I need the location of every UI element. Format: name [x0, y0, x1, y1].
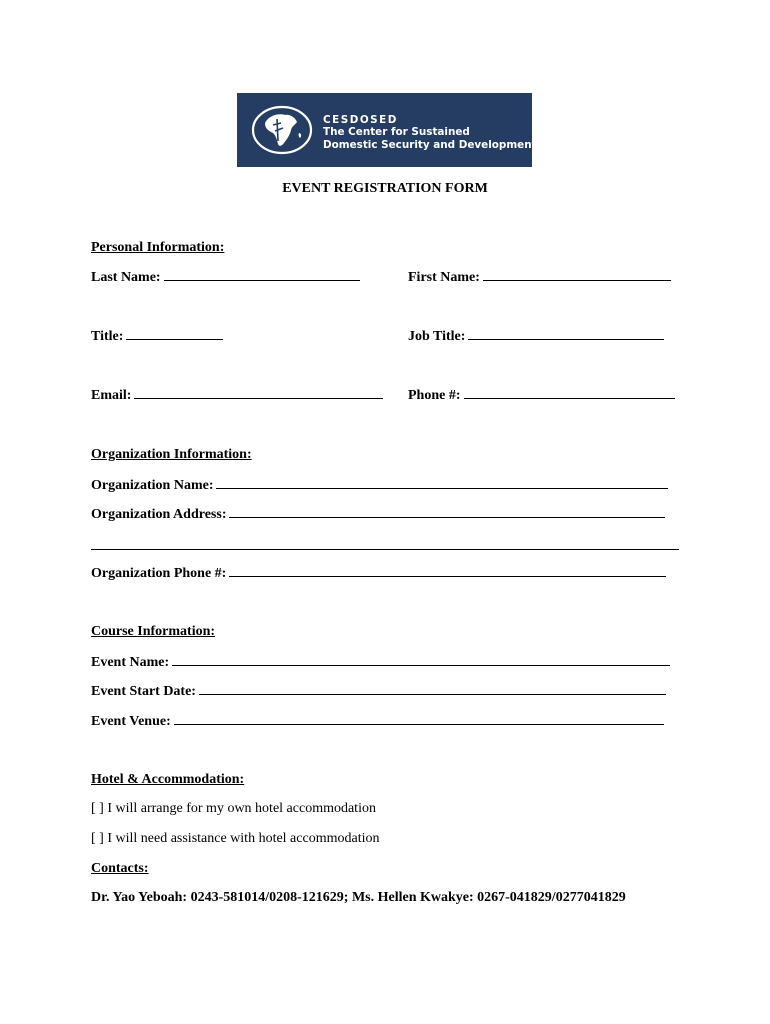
cesdosed-logo: [237, 93, 537, 167]
email-field[interactable]: [91, 387, 383, 404]
hotel-option-assistance[interactable]: [ ] I will need assistance with hotel accommodation: [91, 831, 380, 846]
phone-field[interactable]: [408, 387, 675, 404]
logo-line-1: The Center for Sustained: [323, 126, 470, 139]
event-name-line[interactable]: [172, 654, 670, 666]
event-start-date-line[interactable]: [199, 683, 666, 695]
event-start-date-field[interactable]: [91, 683, 666, 700]
personal-info-heading: Personal Information:: [91, 240, 225, 255]
job-title-label: Job Title:: [408, 329, 466, 344]
last-name-label: Last Name:: [91, 270, 161, 285]
form-title: EVENT REGISTRATION FORM: [282, 181, 488, 196]
contacts-text: Dr. Yao Yeboah: 0243-581014/0208-121629; Ms. Hellen Kwakye: 0267-041829/0277041829: [91, 890, 626, 905]
job-title-line[interactable]: [468, 328, 664, 340]
last-name-line[interactable]: [164, 269, 360, 281]
organization-name-field[interactable]: [91, 477, 668, 494]
first-name-line[interactable]: [483, 269, 671, 281]
email-line[interactable]: [134, 387, 383, 399]
event-venue-label: Event Venue:: [91, 714, 171, 729]
hotel-heading: Hotel & Accommodation:: [91, 772, 245, 787]
hotel-option-own[interactable]: [ ] I will arrange for my own hotel accommodation: [91, 801, 376, 816]
title-line[interactable]: [126, 328, 223, 340]
logo-acronym: CESDOSED: [323, 114, 398, 126]
first-name-label: First Name:: [408, 270, 480, 285]
organization-phone-line[interactable]: [229, 565, 666, 577]
organization-info-heading: Organization Information:: [91, 447, 252, 462]
contacts-heading: Contacts:: [91, 861, 149, 876]
phone-label: Phone #:: [408, 388, 461, 403]
organization-address-field[interactable]: [91, 506, 665, 523]
course-info-heading: Course Information:: [91, 624, 216, 639]
organization-address-line-2[interactable]: [91, 549, 679, 550]
event-venue-line[interactable]: [174, 713, 664, 725]
organization-name-label: Organization Name:: [91, 478, 214, 493]
event-name-field[interactable]: [91, 654, 670, 671]
organization-phone-field[interactable]: [91, 565, 666, 582]
event-start-date-label: Event Start Date:: [91, 684, 196, 699]
job-title-field[interactable]: [408, 328, 664, 345]
organization-name-line[interactable]: [216, 477, 668, 489]
last-name-field[interactable]: [91, 269, 360, 286]
logo-line-2: Domestic Security and Development: [323, 138, 537, 151]
organization-phone-label: Organization Phone #:: [91, 566, 227, 581]
organization-address-line[interactable]: [229, 506, 665, 518]
phone-line[interactable]: [464, 387, 675, 399]
logo-text: [323, 114, 537, 151]
organization-address-label: Organization Address:: [91, 507, 227, 522]
africa-globe-icon: [251, 103, 315, 157]
event-venue-field[interactable]: [91, 713, 664, 730]
title-field[interactable]: [91, 328, 223, 345]
title-label: Title:: [91, 329, 124, 344]
email-label: Email:: [91, 388, 132, 403]
event-name-label: Event Name:: [91, 655, 170, 670]
first-name-field[interactable]: [408, 269, 671, 286]
